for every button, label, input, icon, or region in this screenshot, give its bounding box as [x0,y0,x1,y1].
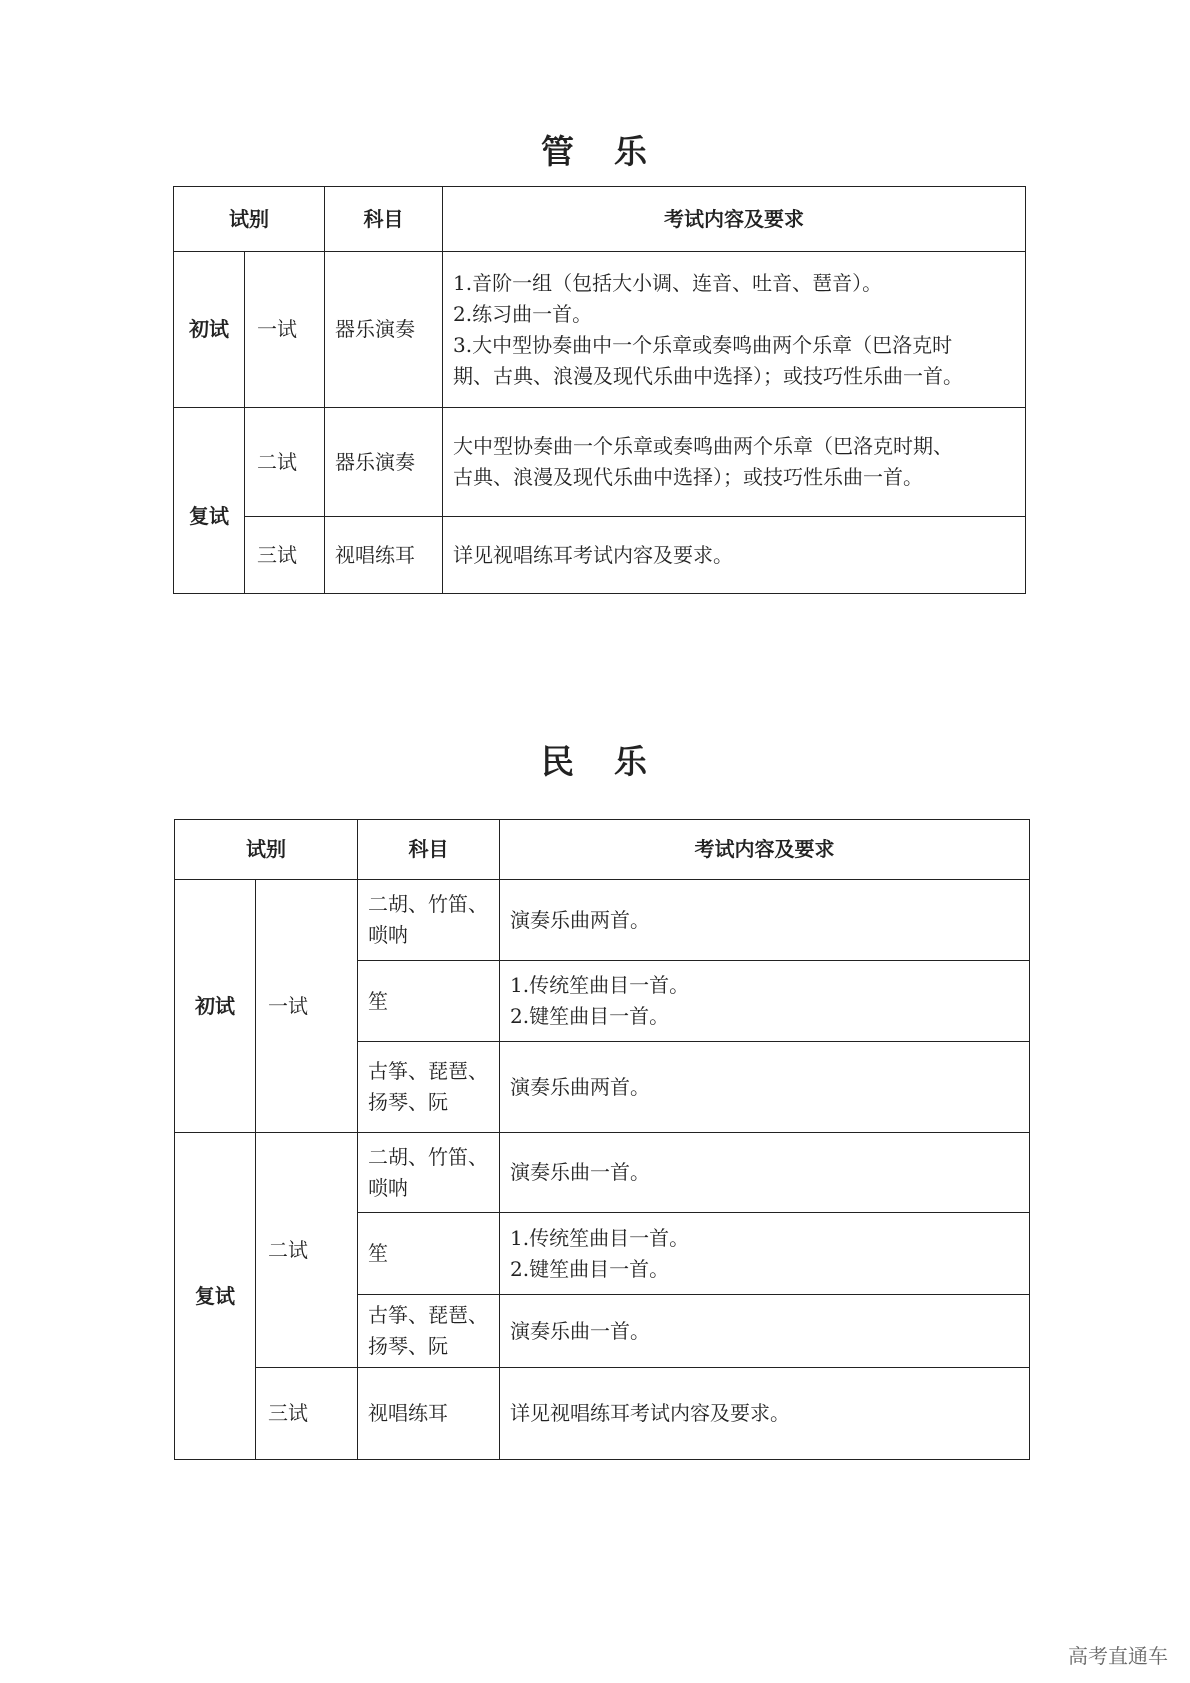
stage-cell: 复试 [175,1133,256,1460]
content-line: 古典、浪漫及现代乐曲中选择）；或技巧性乐曲一首。 [453,465,923,489]
subject-line: 扬琴、阮 [368,1090,448,1114]
subject-line: 唢呐 [368,923,408,947]
content-cell: 演奏乐曲两首。 [500,880,1030,961]
table-row [174,408,1026,517]
header-content: 考试内容及要求 [500,820,1030,880]
folk-title-char-2: 乐 [614,742,649,781]
round-cell: 二试 [256,1133,358,1368]
content-line: 3.大中型协奏曲中一个乐章或奏鸣曲两个乐章（巴洛克时 [453,332,953,357]
table-row [175,1133,1030,1213]
content-cell: 演奏乐曲两首。 [500,1042,1030,1133]
subject-cell [358,1295,500,1368]
table-row [174,252,1026,408]
stage-cell: 复试 [174,408,245,594]
table-row [175,1368,1030,1460]
table-header-row [175,820,1030,880]
content-line: 2.键笙曲目一首。 [510,1256,670,1281]
content-cell: 详见视唱练耳考试内容及要求。 [500,1368,1030,1460]
round-cell: 一试 [256,880,358,1133]
folk-exam-table [174,819,1030,1460]
table-row [174,517,1026,594]
subject-cell: 笙 [358,1213,500,1295]
stage-cell: 初试 [174,252,245,408]
subject-line: 古筝、琵琶、 [368,1303,488,1327]
subject-line: 扬琴、阮 [368,1334,448,1358]
folk-title-char-1: 民 [541,742,576,781]
header-content: 考试内容及要求 [443,187,1026,252]
content-cell: 演奏乐曲一首。 [500,1295,1030,1368]
subject-cell: 视唱练耳 [358,1368,500,1460]
subject-cell [358,1133,500,1213]
subject-line: 古筝、琵琶、 [368,1059,488,1083]
content-cell [500,1213,1030,1295]
wind-title-char-2: 乐 [614,132,649,171]
round-cell: 二试 [245,408,325,517]
wind-section-title [0,126,1190,173]
wind-title-char-1: 管 [541,132,576,171]
subject-cell: 视唱练耳 [325,517,443,594]
wind-exam-table [173,186,1026,594]
content-line: 2.键笙曲目一首。 [510,1004,670,1028]
table-row [175,880,1030,961]
table-header-row [174,187,1026,252]
content-cell [443,252,1026,408]
subject-cell: 器乐演奏 [325,408,443,517]
round-cell: 三试 [256,1368,358,1460]
header-type: 试别 [175,820,358,880]
subject-cell [358,1042,500,1133]
header-type: 试别 [174,187,325,252]
content-cell: 详见视唱练耳考试内容及要求。 [443,517,1026,594]
round-cell: 一试 [245,252,325,408]
subject-line: 二胡、竹笛、 [368,892,488,916]
round-cell: 三试 [245,517,325,594]
content-cell: 演奏乐曲一首。 [500,1133,1030,1213]
subject-cell [358,880,500,961]
subject-line: 唢呐 [368,1175,408,1200]
content-line: 1.音阶一组（包括大小调、连音、吐音、琶音）。 [453,270,883,295]
header-subject: 科目 [358,820,500,880]
content-line: 期、古典、浪漫及现代乐曲中选择）；或技巧性乐曲一首。 [453,363,963,388]
content-line: 1.传统笙曲目一首。 [510,1225,690,1250]
folk-section-title [0,736,1190,783]
content-cell [500,961,1030,1042]
content-line: 2.练习曲一首。 [453,301,593,326]
subject-line: 二胡、竹笛、 [368,1144,488,1169]
content-line: 大中型协奏曲一个乐章或奏鸣曲两个乐章（巴洛克时期、 [453,434,953,458]
content-line: 1.传统笙曲目一首。 [510,973,690,997]
watermark-text: 高考直通车 [1068,1644,1168,1668]
subject-cell: 笙 [358,961,500,1042]
stage-cell: 初试 [175,880,256,1133]
header-subject: 科目 [325,187,443,252]
subject-cell: 器乐演奏 [325,252,443,408]
content-cell [443,408,1026,517]
